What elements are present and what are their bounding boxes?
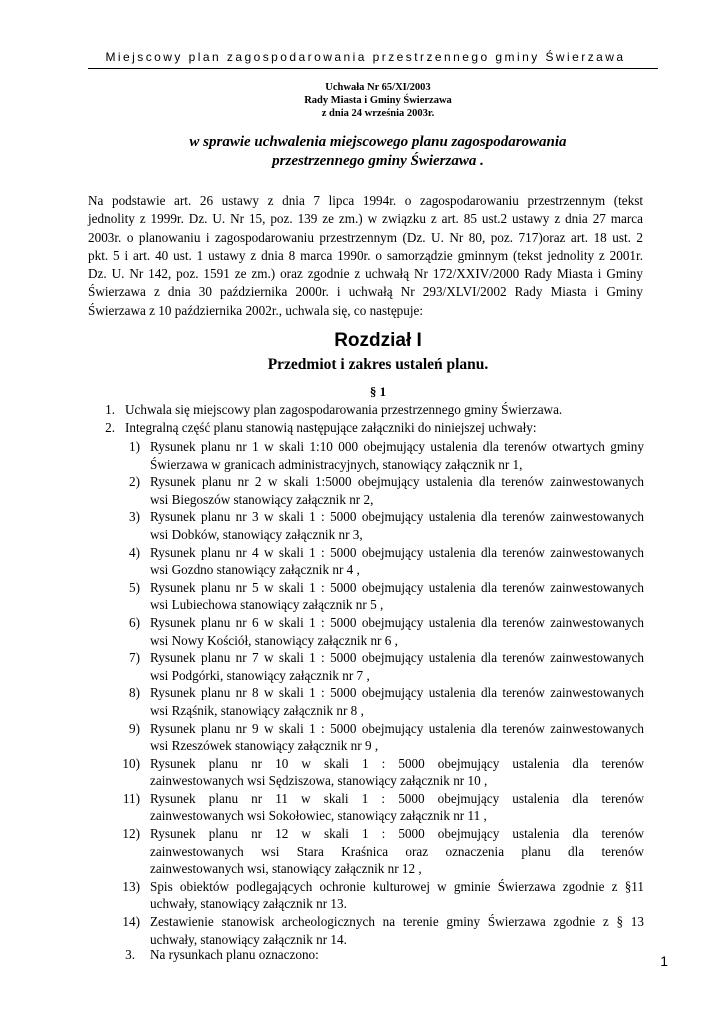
item-text: wsi Biegoszów stanowiący załącznik nr 2, [150,491,374,507]
provisions-list [0,400,724,964]
attachment-item [0,825,724,878]
attachment-item [0,720,724,755]
chapter-title: Rozdział I [334,330,422,351]
item-number: 8) [129,685,140,701]
item-text: Uchwala się miejscowy plan zagospodarowania przestrzennego gminy Świerzawa. [125,402,563,417]
item-text: Spis obiektów podlegających ochronie kulturowej w gminie Świerzawa zgodnie z §11 [150,878,644,894]
item-number: 6) [129,614,140,630]
item-number: 12) [122,826,140,842]
item-text: Rysunek planu nr 5 w skali 1 : 5000 obejmujący ustalenia dla terenów zainwestowanych [150,579,644,595]
item-number: 1. [105,402,115,417]
attachment-item [0,649,724,684]
item-number: 10) [122,755,140,771]
item-text: Rysunek planu nr 2 w skali 1:5000 obejmujący ustalenia dla terenów zainwestowanych [150,474,644,490]
item-text: Na rysunkach planu oznaczono: [150,947,319,963]
item-number: 14) [122,914,140,930]
item-text: wsi Podgórki, stanowiący załącznik nr 7 , [150,667,370,683]
item-text: Rysunek planu nr 9 w skali 1 : 5000 obejmujący ustalenia dla terenów zainwestowanych [150,720,644,736]
item-text: wsi Lubiechowa stanowiący załącznik nr 5 , [150,597,384,613]
item-text: Rysunek planu nr 1 w skali 1:10 000 obejmujący ustalenia dla terenów otwartych gminy [150,439,644,454]
attachments-list [0,438,724,948]
item-text: wsi Dobków, stanowiący załącznik nr 3, [150,526,363,542]
item-text: Zestawienie stanowisk archeologicznych na terenie gminy Świerzawa zgodnie z § 13 [150,914,644,930]
attachment-item [0,913,724,948]
resolution-subject [88,133,668,171]
running-header: Miejscowy plan zagospodarowania przestrzennego gminy Świerzawa [105,50,626,64]
resolution-date: z dnia 24 września 2003r. [321,108,435,119]
item-number: 5) [129,579,140,595]
attachment-item [0,508,724,543]
attachment-item [0,614,724,649]
item-number: 2) [129,474,140,490]
item-text: Rysunek planu nr 3 w skali 1 : 5000 obejmujący ustalenia dla terenów zainwestowanych [150,509,644,525]
text-line: Na podstawie art. 26 ustawy z dnia 7 lipca 1994r. o zagospodarowaniu przestrzennym (tekst [88,193,643,208]
attachment-item [0,544,724,579]
attachment-item [0,755,724,790]
text-line: jednolity z 1999r. Dz. U. Nr 15, poz. 139 ze zm.) w związku z art. 85 ust.2 ustawy z dnia 27 marca [88,211,643,227]
text-line: 2003r. o planowaniu i zagospodarowaniu przestrzennym (Dz. U. Nr 80, poz. 717)oraz art. 18 ust. 2 [88,229,643,245]
subject-line: w sprawie uchwalenia miejscowego planu zagospodarowania [189,134,567,150]
item-text: Rysunek planu nr 8 w skali 1 : 5000 obejmujący ustalenia dla terenów zainwestowanych [150,685,644,701]
resolution-council: Rady Miasta i Gminy Świerzawa [304,95,452,106]
item-text: Świerzawa w granicach administracyjnych, stanowiący załącznik nr 1, [150,456,523,472]
item-number: 4) [129,544,140,560]
item-text: Rysunek planu nr 7 w skali 1 : 5000 obejmujący ustalenia dla terenów zainwestowanych [150,650,644,666]
resolution-number: Uchwała Nr 65/XI/2003 [325,82,431,93]
attachment-item [0,579,724,614]
text-line: Świerzawa z dnia 30 października 2000r. i uchwałą Nr 293/XLVI/2002 Rady Miasta i Gminy [88,284,643,300]
attachment-item [0,684,724,719]
item-text: zainwestowanych wsi Sokołowiec, stanowiący załącznik nr 11 , [150,808,487,824]
item-number: 1) [129,439,140,454]
item-text: Integralną część planu stanowią następujące załączniki do niniejszej uchwały: [125,420,537,435]
subject-line: przestrzennego gminy Świerzawa . [272,153,484,169]
item-text: zainwestowanych wsi Sędziszowa, stanowiący załącznik nr 10 , [150,773,488,789]
item-number: 11) [122,790,140,806]
text-line: Dz. U. Nr 142, poz. 1591 ze zm.) oraz zgodnie z uchwałą Nr 172/XXIV/2000 Rady Miasta i Gminy [88,266,643,282]
paragraph-symbol: § 1 [369,384,387,399]
header-divider [88,68,658,69]
text-line: Świerzawa z 10 października 2002r., uchwala się, co następuje: [88,302,424,318]
item-text: wsi Rząśnik, stanowiący załącznik nr 8 , [150,702,364,718]
item-text: wsi Gozdno stanowiący załącznik nr 4 , [150,562,360,578]
list-item [0,401,724,419]
item-text: Rysunek planu nr 12 w skali 1 : 5000 obejmujący ustalenia dla terenów [150,826,644,842]
resolution-heading [88,81,668,120]
list-item [0,419,724,437]
legal-basis-paragraph [88,192,643,320]
item-number: 3. [125,947,135,963]
page-number: 1 [660,953,668,969]
item-text: uchwały, stanowiący załącznik nr 13. [150,896,347,912]
item-number: 3) [129,509,140,525]
item-number: 9) [129,720,140,736]
text-line: pkt. 5 i art. 40 ust. 1 ustawy z dnia 8 marca 1990r. o samorządzie gminnym (tekst jednolity z 2001r. [88,247,643,263]
chapter-subtitle: Przedmiot i zakres ustaleń planu. [267,356,489,373]
attachment-item [0,438,724,473]
item-text: Rysunek planu nr 4 w skali 1 : 5000 obejmujący ustalenia dla terenów zainwestowanych [150,544,644,560]
item-text: Rysunek planu nr 10 w skali 1 : 5000 obejmujący ustalenia dla terenów [150,755,644,771]
item-text: wsi Rzeszówek stanowiący załącznik nr 9 , [150,738,379,754]
item-number: 2. [105,420,115,435]
item-number: 13) [122,878,140,894]
attachment-item [0,790,724,825]
item-text: uchwały, stanowiący załącznik nr 14. [150,931,347,947]
item-number: 7) [129,650,140,666]
item-text: Rysunek planu nr 11 w skali 1 : 5000 obejmujący ustalenia dla terenów [150,790,644,806]
item-text: zainwestowanych wsi, stanowiący załącznik nr 12 , [150,861,422,877]
item-text: zainwestowanych wsi Stara Kraśnica oraz oznaczenia planu dla terenów [150,843,644,859]
attachment-item [0,473,724,508]
attachment-item [0,878,724,913]
item-text: wsi Nowy Kościół, stanowiący załącznik nr 6 , [150,632,398,648]
item-text: Rysunek planu nr 6 w skali 1 : 5000 obejmujący ustalenia dla terenów zainwestowanych [150,614,644,630]
